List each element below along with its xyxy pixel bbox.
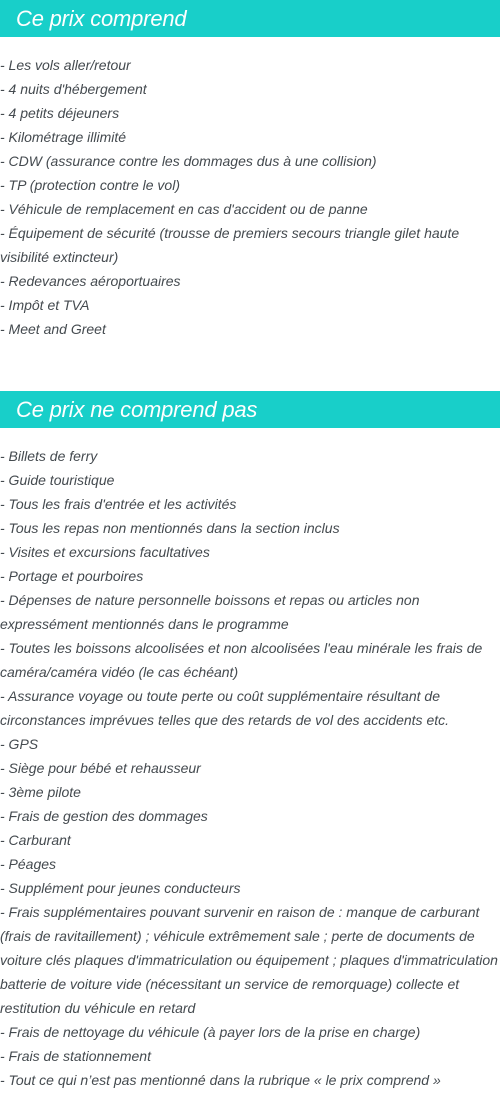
- included-item: - Meet and Greet: [0, 321, 106, 337]
- excluded-item: - Carburant: [0, 832, 71, 848]
- included-item: - 4 petits déjeuners: [0, 105, 120, 121]
- excluded-item: - Tous les repas non mentionnés dans la section inclus: [0, 520, 340, 536]
- included-items-list: [0, 53, 500, 341]
- excluded-item: - Siège pour bébé et rehausseur: [0, 760, 201, 776]
- included-item: - Véhicule de remplacement en cas d'accident ou de panne: [0, 201, 368, 217]
- included-item: - TP (protection contre le vol): [0, 177, 180, 193]
- excluded-item: - Billets de ferry: [0, 448, 98, 464]
- included-item: - Redevances aéroportuaires: [0, 273, 181, 289]
- excluded-item: - GPS: [0, 736, 39, 752]
- excluded-item: - Tous les frais d'entrée et les activités: [0, 496, 237, 512]
- excluded-item: - 3ème pilote: [0, 784, 81, 800]
- excluded-item: - Assurance voyage ou toute perte ou coût supplémentaire résultant de circonstances imprévues telles que des retards de vol des accidents etc.: [0, 688, 450, 728]
- excluded-item: - Visites et excursions facultatives: [0, 544, 210, 560]
- included-item: - Les vols aller/retour: [0, 57, 131, 73]
- included-item: - Kilométrage illimité: [0, 129, 127, 145]
- excluded-item: - Portage et pourboires: [0, 568, 144, 584]
- excluded-item: - Guide touristique: [0, 472, 115, 488]
- excluded-item: - Frais supplémentaires pouvant survenir en raison de : manque de carburant (frais de ravitaillement) ; véhicule extrêmement sale ; perte de documents de voiture clés plaques d'immatriculation ou équipement ; plaques d'immatriculation batterie de voiture vide (nécessitant un service de remorquage) collecte et restitution du véhicule en retard: [0, 904, 498, 1016]
- included-section-title: Ce prix comprend: [0, 0, 500, 37]
- excluded-item: - Frais de nettoyage du véhicule (à payer lors de la prise en charge): [0, 1024, 421, 1040]
- included-item: - Impôt et TVA: [0, 297, 90, 313]
- excluded-item: - Tout ce qui n’est pas mentionné dans la rubrique « le prix comprend »: [0, 1072, 441, 1088]
- excluded-item: - Supplément pour jeunes conducteurs: [0, 880, 241, 896]
- excluded-items-list: [0, 444, 500, 1092]
- excluded-item: - Dépenses de nature personnelle boissons et repas ou articles non expressément mentionnés dans le programme: [0, 592, 420, 632]
- excluded-item: - Toutes les boissons alcoolisées et non alcoolisées l'eau minérale les frais de caméra/caméra vidéo (le cas échéant): [0, 640, 483, 680]
- excluded-item: - Frais de gestion des dommages: [0, 808, 208, 824]
- excluded-item: - Péages: [0, 856, 57, 872]
- excluded-item: - Frais de stationnement: [0, 1048, 151, 1064]
- included-item: - 4 nuits d'hébergement: [0, 81, 147, 97]
- included-item: - CDW (assurance contre les dommages dus à une collision): [0, 153, 377, 169]
- included-item: - Équipement de sécurité (trousse de premiers secours triangle gilet haute visibilité extincteur): [0, 225, 460, 265]
- excluded-section-title: Ce prix ne comprend pas: [0, 391, 500, 428]
